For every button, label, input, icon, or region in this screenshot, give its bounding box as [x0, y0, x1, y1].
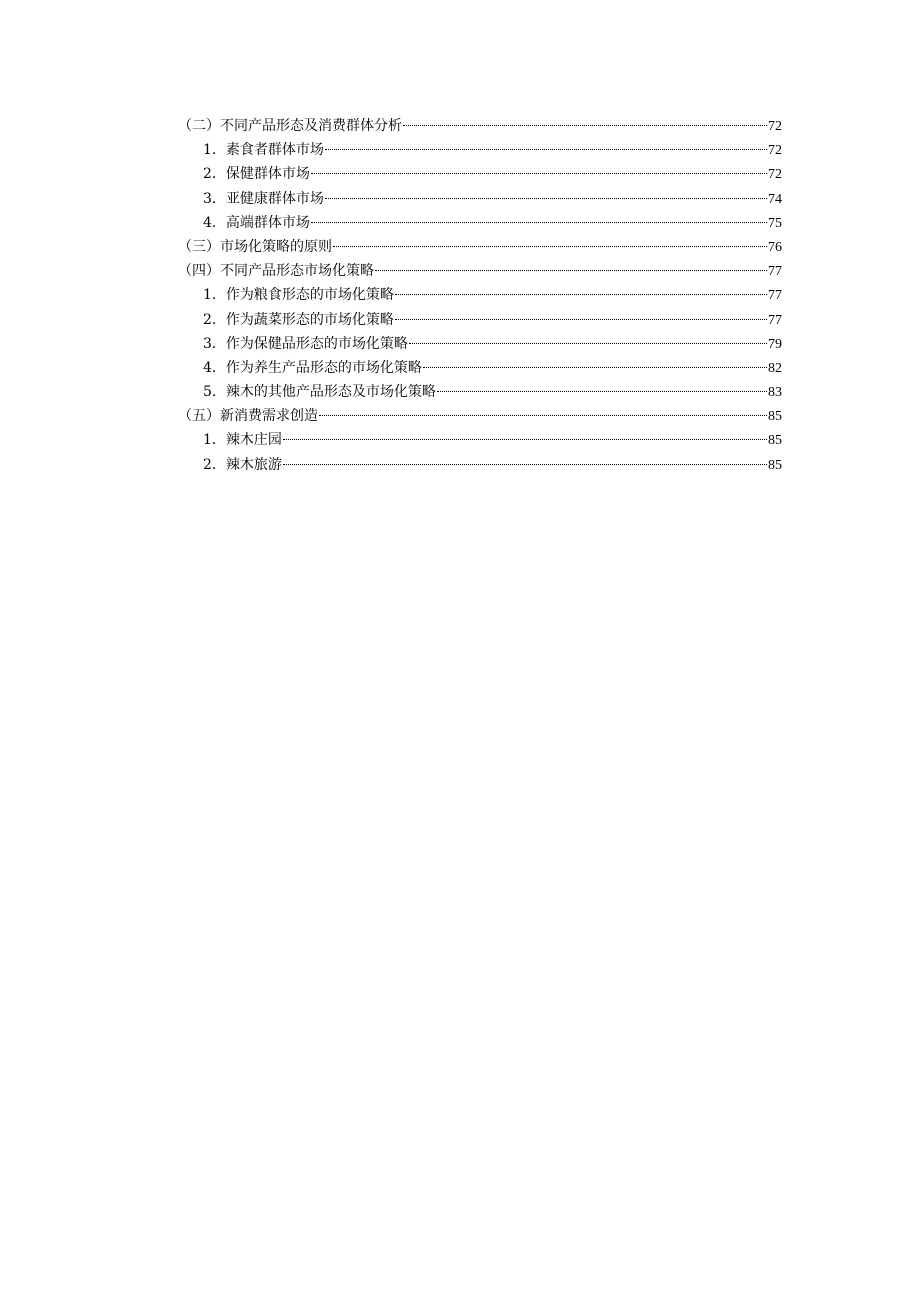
toc-entry-label: 4．作为养生产品形态的市场化策略	[203, 359, 422, 376]
toc-leader-dots	[333, 246, 767, 247]
toc-entry[interactable]	[178, 211, 782, 235]
toc-entry-label: 2．作为蔬菜形态的市场化策略	[203, 311, 394, 328]
toc-leader-dots	[437, 391, 767, 392]
toc-leader-dots	[409, 343, 767, 344]
toc-leader-dots	[403, 125, 767, 126]
toc-leader-dots	[311, 173, 767, 174]
toc-entry[interactable]	[178, 235, 782, 259]
toc-entry[interactable]	[178, 138, 782, 162]
toc-entry[interactable]	[178, 428, 782, 452]
toc-entry-label: 2．保健群体市场	[203, 166, 310, 183]
toc-entry-label: 3．亚健康群体市场	[203, 190, 324, 207]
toc-leader-dots	[395, 319, 767, 320]
toc-entry[interactable]	[178, 162, 782, 186]
toc-entry-label: 5．辣木的其他产品形态及市场化策略	[203, 384, 436, 401]
toc-page-number: 77	[768, 288, 782, 304]
toc-page-number: 82	[768, 360, 782, 376]
toc-entry[interactable]	[178, 380, 782, 404]
toc-entry[interactable]	[178, 453, 782, 477]
toc-leader-dots	[283, 439, 767, 440]
toc-page-number: 85	[768, 457, 782, 473]
toc-page-number: 76	[768, 239, 782, 255]
toc-entry[interactable]	[178, 187, 782, 211]
toc-entry-label: 1．辣木庄园	[203, 432, 282, 449]
toc-entry[interactable]	[178, 259, 782, 283]
toc-page-number: 72	[768, 143, 782, 159]
toc-leader-dots	[375, 270, 767, 271]
toc-entry[interactable]	[178, 404, 782, 428]
toc-entry-label: （三）市场化策略的原则	[178, 238, 332, 255]
toc-page-number: 72	[768, 167, 782, 183]
toc-leader-dots	[423, 367, 767, 368]
toc-entry-label: （二）不同产品形态及消费群体分析	[178, 118, 402, 134]
toc-entry[interactable]	[178, 308, 782, 332]
toc-page-number: 75	[768, 215, 782, 231]
toc-entry[interactable]	[178, 356, 782, 380]
toc-page-number: 85	[768, 409, 782, 425]
toc-page-number: 79	[768, 336, 782, 352]
toc-entry-label: 4．高端群体市场	[203, 214, 310, 231]
toc-entry-label: 1．素食者群体市场	[203, 142, 324, 159]
toc-entry[interactable]	[178, 114, 782, 138]
toc-page-number: 74	[768, 191, 782, 207]
toc-entry-label: （五）新消费需求创造	[178, 408, 318, 425]
toc-leader-dots	[283, 464, 767, 465]
toc-page-number: 85	[768, 433, 782, 449]
table-of-contents	[178, 114, 782, 477]
toc-page-number: 77	[768, 312, 782, 328]
toc-entry[interactable]	[178, 283, 782, 307]
toc-leader-dots	[325, 149, 767, 150]
toc-entry-label: 2．辣木旅游	[203, 456, 282, 473]
toc-leader-dots	[319, 415, 767, 416]
toc-leader-dots	[395, 294, 767, 295]
toc-page-number: 77	[768, 264, 782, 280]
toc-page-number: 72	[768, 119, 782, 134]
toc-leader-dots	[325, 198, 767, 199]
toc-page-number: 83	[768, 385, 782, 401]
toc-entry-label: 1．作为粮食形态的市场化策略	[203, 287, 394, 304]
toc-entry[interactable]	[178, 332, 782, 356]
toc-leader-dots	[311, 222, 767, 223]
toc-entry-label: 3．作为保健品形态的市场化策略	[203, 335, 408, 352]
toc-entry-label: （四）不同产品形态市场化策略	[178, 263, 374, 280]
